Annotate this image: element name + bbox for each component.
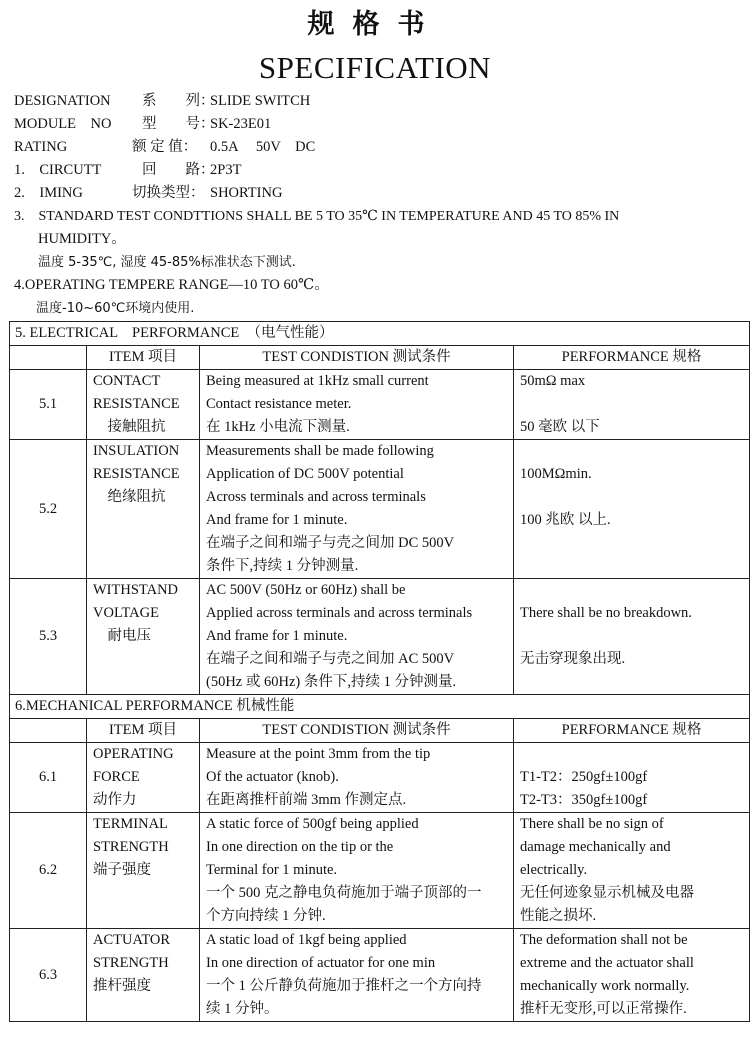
test-condition-cell	[200, 370, 514, 440]
row-number: 6.2	[10, 813, 87, 929]
cell-line: 在端子之间和端子与壳之间加 DC 500V	[206, 535, 455, 551]
header-label: RATING	[14, 139, 68, 155]
cell-line: VOLTAGE	[93, 605, 159, 621]
cell-line: Across terminals and across terminals	[206, 489, 426, 505]
header-label-cn: 切换类型：	[132, 185, 205, 201]
operating-temp-cn: 温度-10~60℃环境内使用.	[36, 301, 195, 316]
item-cell	[87, 813, 200, 929]
performance-cell	[514, 440, 750, 579]
header-label-cn: 型 号：	[142, 116, 215, 132]
section-header-row	[10, 695, 750, 719]
cell-line: 在端子之间和端子与壳之间加 AC 500V	[206, 651, 455, 667]
document-title-english: SPECIFICATION	[258, 50, 492, 85]
document-title-chinese: 规格书	[307, 9, 443, 40]
cell-line: OPERATING	[93, 746, 174, 762]
section-title: 6.MECHANICAL PERFORMANCE 机械性能	[10, 695, 750, 719]
cell-line	[520, 579, 743, 602]
column-header-item: ITEM 项目	[87, 719, 200, 743]
header-row-rating	[14, 136, 740, 159]
performance-cell	[514, 579, 750, 695]
cell-line: A static load of 1kgf being applied	[206, 932, 407, 948]
item-cell	[87, 579, 200, 695]
header-row-designation	[14, 90, 740, 113]
cell-line: T1-T2：250gf±100gf	[520, 769, 648, 785]
cell-line: In one direction of actuator for one min	[206, 955, 436, 971]
cell-line: 接触阻抗	[93, 419, 166, 435]
table-row	[10, 743, 750, 813]
cell-line	[520, 393, 743, 416]
cell-line: Application of DC 500V potential	[206, 466, 404, 482]
cell-line: STRENGTH	[93, 839, 169, 855]
cell-line: 动作力	[93, 792, 137, 808]
column-header-test: TEST CONDISTION 测试条件	[200, 719, 514, 743]
cell-line: 推杆强度	[93, 978, 151, 994]
cell-line: 在距离推杆前端 3mm 作测定点.	[206, 792, 407, 808]
cell-line: CONTACT	[93, 373, 161, 389]
cell-line: Being measured at 1kHz small current	[206, 373, 429, 389]
cell-line: TERMINAL	[93, 816, 168, 832]
column-header-test: TEST CONDISTION 测试条件	[200, 346, 514, 370]
item-cell	[87, 743, 200, 813]
column-header-perf: PERFORMANCE 规格	[514, 346, 750, 370]
cell-line: 无任何迹象显示机械及电器	[520, 885, 694, 901]
cell-line: The deformation shall not be	[520, 932, 688, 948]
cell-line: 续 1 分钟。	[206, 1001, 279, 1017]
test-condition-cell	[200, 813, 514, 929]
cell-line: RESISTANCE	[93, 466, 180, 482]
cell-line: Terminal for 1 minute.	[206, 862, 338, 878]
header-label: DESIGNATION	[14, 93, 111, 109]
section-header-row	[10, 322, 750, 346]
cell-line: And frame for 1 minute.	[206, 512, 348, 528]
cell-line: 端子强度	[93, 862, 151, 878]
cell-line	[520, 440, 743, 463]
header-label: 1. CIRCUTT	[14, 162, 102, 178]
header-value: 2P3T	[210, 162, 242, 178]
cell-line: 50mΩ max	[520, 373, 586, 389]
performance-cell	[514, 813, 750, 929]
cell-line: Measurements shall be made following	[206, 443, 434, 459]
row-number: 5.1	[10, 370, 87, 440]
header-value: SHORTING	[210, 185, 283, 201]
cell-line: extreme and the actuator shall	[520, 955, 694, 971]
cell-line: There shall be no breakdown.	[520, 605, 692, 621]
header-label-cn: 回 路：	[142, 162, 215, 178]
performance-cell	[514, 743, 750, 813]
cell-line: 条件下,持续 1 分钟测量.	[206, 558, 359, 574]
performance-cell	[514, 929, 750, 1022]
header-label: 2. IMING	[14, 185, 83, 201]
cell-line: 50 毫欧 以下	[520, 419, 600, 435]
row-number: 5.2	[10, 440, 87, 579]
cell-line: 绝缘阻抗	[93, 489, 166, 505]
cell-line: electrically.	[520, 862, 588, 878]
table-row	[10, 929, 750, 1022]
cell-line: damage mechanically and	[520, 839, 671, 855]
cell-line	[520, 486, 743, 509]
test-conditions-line-2: HUMIDITY。	[38, 231, 126, 247]
cell-line: AC 500V (50Hz or 60Hz) shall be	[206, 582, 406, 598]
cell-line: 耐电压	[93, 628, 151, 644]
test-condition-cell	[200, 579, 514, 695]
header-label-cn: 系 列：	[142, 93, 215, 109]
test-condition-cell	[200, 929, 514, 1022]
header-label-cn: 额 定 值：	[132, 139, 198, 155]
table-row	[10, 440, 750, 579]
cell-line: 一个 500 克之静电负荷施加于端子顶部的一	[206, 885, 482, 901]
cell-line: Measure at the point 3mm from the tip	[206, 746, 431, 762]
cell-line: T2-T3：350gf±100gf	[520, 792, 648, 808]
cell-line: mechanically work normally.	[520, 978, 690, 994]
operating-temp-line: 4.OPERATING TEMPERE RANGE—10 TO 60℃。	[14, 277, 329, 293]
header-label: MODULE NO	[14, 116, 112, 132]
cell-line: WITHSTAND	[93, 582, 179, 598]
cell-line: 性能之损坏.	[520, 908, 597, 924]
cell-line: INSULATION	[93, 443, 180, 459]
cell-line	[520, 625, 743, 648]
cell-line: 个方向持续 1 分钟.	[206, 908, 326, 924]
column-header-perf: PERFORMANCE 规格	[514, 719, 750, 743]
cell-line: (50Hz 或 60Hz) 条件下,持续 1 分钟测量.	[206, 674, 457, 690]
test-condition-cell	[200, 743, 514, 813]
cell-line: STRENGTH	[93, 955, 169, 971]
table-row	[10, 579, 750, 695]
test-condition-cell	[200, 440, 514, 579]
column-header-blank	[10, 346, 87, 370]
cell-line: FORCE	[93, 769, 140, 785]
item-cell	[87, 370, 200, 440]
cell-line: 无击穿现象出现.	[520, 651, 626, 667]
cell-line	[520, 743, 743, 766]
item-cell	[87, 440, 200, 579]
column-header-blank	[10, 719, 87, 743]
row-number: 6.3	[10, 929, 87, 1022]
cell-line: 一个 1 公斤静负荷施加于推杆之一个方向持	[206, 978, 482, 994]
cell-line: 在 1kHz 小电流下测量.	[206, 419, 350, 435]
test-conditions-cn: 温度 5-35℃, 湿度 45-85%标准状态下测试.	[38, 255, 296, 270]
column-header-row	[10, 346, 750, 370]
column-header-row	[10, 719, 750, 743]
cell-line: 100 兆欧 以上.	[520, 512, 611, 528]
spec-table	[9, 321, 750, 1022]
cell-line: 100MΩmin.	[520, 466, 592, 482]
cell-line: Applied across terminals and across terminals	[206, 605, 473, 621]
header-value: SK-23E01	[210, 116, 272, 132]
header-row-module	[14, 113, 740, 136]
header-row-timing	[14, 182, 740, 205]
cell-line: In one direction on the tip or the	[206, 839, 394, 855]
performance-cell	[514, 370, 750, 440]
cell-line: ACTUATOR	[93, 932, 171, 948]
table-row	[10, 813, 750, 929]
item-cell	[87, 929, 200, 1022]
section-title: 5. ELECTRICAL PERFORMANCE （电气性能）	[10, 322, 750, 346]
cell-line: 推杆无变形,可以正常操作.	[520, 1001, 687, 1017]
column-header-item: ITEM 项目	[87, 346, 200, 370]
cell-line: Of the actuator (knob).	[206, 769, 339, 785]
test-conditions-line: 3. STANDARD TEST CONDTTIONS SHALL BE 5 TO 35℃ IN TEMPERATURE AND 45 TO 85% IN	[14, 209, 620, 224]
cell-line: A static force of 500gf being applied	[206, 816, 419, 832]
table-row	[10, 370, 750, 440]
header-value: 0.5A 50V DC	[210, 139, 316, 155]
header-value: SLIDE SWITCH	[210, 93, 311, 109]
cell-line: RESISTANCE	[93, 396, 180, 412]
row-number: 5.3	[10, 579, 87, 695]
row-number: 6.1	[10, 743, 87, 813]
cell-line: Contact resistance meter.	[206, 396, 352, 412]
cell-line: And frame for 1 minute.	[206, 628, 348, 644]
cell-line: There shall be no sign of	[520, 816, 664, 832]
header-row-circuit	[14, 159, 740, 182]
